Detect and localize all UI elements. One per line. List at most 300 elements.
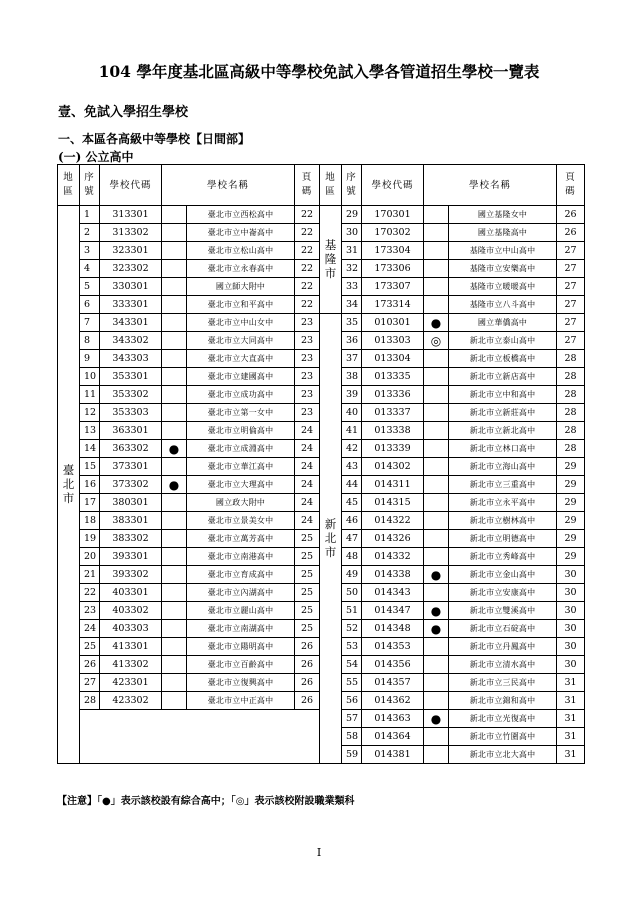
- school-name-cell: 臺北市立中正高中: [187, 692, 295, 710]
- seq-cell: 2: [80, 224, 100, 242]
- page-cell: 30: [557, 656, 585, 674]
- code-cell: 173306: [362, 260, 424, 278]
- code-cell: 014347: [362, 602, 424, 620]
- seq-cell: 48: [342, 548, 362, 566]
- mark-cell: [162, 692, 187, 710]
- page-cell: 25: [295, 620, 320, 638]
- header-seq-right: 序號: [342, 165, 362, 206]
- school-name-cell: 國立師大附中: [187, 278, 295, 296]
- seq-cell: 12: [80, 404, 100, 422]
- code-cell: 333301: [100, 296, 162, 314]
- mark-cell: ●: [424, 566, 449, 584]
- code-cell: 363301: [100, 422, 162, 440]
- page-cell: 30: [557, 566, 585, 584]
- code-cell: 343303: [100, 350, 162, 368]
- code-cell: 380301: [100, 494, 162, 512]
- code-cell: 014326: [362, 530, 424, 548]
- code-cell: 403302: [100, 602, 162, 620]
- school-name-cell: 臺北市立百齡高中: [187, 656, 295, 674]
- code-cell: 014356: [362, 656, 424, 674]
- seq-cell: 35: [342, 314, 362, 332]
- code-cell: 330301: [100, 278, 162, 296]
- school-table-body: [58, 165, 585, 764]
- mark-cell: [424, 728, 449, 746]
- page-cell: 30: [557, 638, 585, 656]
- page-cell: 31: [557, 728, 585, 746]
- page-cell: 29: [557, 548, 585, 566]
- code-cell: 403303: [100, 620, 162, 638]
- page-cell: 26: [295, 656, 320, 674]
- code-cell: 403301: [100, 584, 162, 602]
- code-cell: 313302: [100, 224, 162, 242]
- school-name-cell: 新北市立永平高中: [449, 494, 557, 512]
- code-cell: 323301: [100, 242, 162, 260]
- seq-cell: 46: [342, 512, 362, 530]
- school-name-cell: 新北市立金山高中: [449, 566, 557, 584]
- page-cell: 27: [557, 314, 585, 332]
- mark-cell: [424, 548, 449, 566]
- page-cell: 28: [557, 386, 585, 404]
- page-cell: 23: [295, 368, 320, 386]
- page-cell: 28: [557, 368, 585, 386]
- page-cell: 23: [295, 314, 320, 332]
- page-cell: 25: [295, 548, 320, 566]
- mark-cell: [162, 566, 187, 584]
- page-cell: 22: [295, 278, 320, 296]
- page-cell: 27: [557, 260, 585, 278]
- page-cell: 26: [295, 638, 320, 656]
- mark-cell: [424, 368, 449, 386]
- code-cell: 413301: [100, 638, 162, 656]
- school-name-cell: 新北市立雙溪高中: [449, 602, 557, 620]
- seq-cell: 49: [342, 566, 362, 584]
- header-seq-left: 序號: [80, 165, 100, 206]
- page-cell: 28: [557, 350, 585, 368]
- school-name-cell: 臺北市立松山高中: [187, 242, 295, 260]
- seq-cell: 57: [342, 710, 362, 728]
- page-cell: 28: [557, 404, 585, 422]
- school-name-cell: 國立政大附中: [187, 494, 295, 512]
- seq-cell: 16: [80, 476, 100, 494]
- mark-cell: [162, 386, 187, 404]
- mark-cell: [162, 620, 187, 638]
- seq-cell: 38: [342, 368, 362, 386]
- seq-cell: 55: [342, 674, 362, 692]
- page-cell: 29: [557, 476, 585, 494]
- code-cell: 170301: [362, 206, 424, 224]
- mark-cell: [162, 602, 187, 620]
- seq-cell: 54: [342, 656, 362, 674]
- school-table: [57, 164, 585, 764]
- page-cell: 24: [295, 494, 320, 512]
- school-name-cell: 新北市立樹林高中: [449, 512, 557, 530]
- mark-cell: [162, 314, 187, 332]
- code-cell: 173304: [362, 242, 424, 260]
- code-cell: 013336: [362, 386, 424, 404]
- page-cell: 31: [557, 710, 585, 728]
- seq-cell: 26: [80, 656, 100, 674]
- code-cell: 363302: [100, 440, 162, 458]
- school-name-cell: 臺北市立景美女中: [187, 512, 295, 530]
- code-cell: 013335: [362, 368, 424, 386]
- school-name-cell: 國立基隆女中: [449, 206, 557, 224]
- code-cell: 383302: [100, 530, 162, 548]
- school-name-cell: 臺北市立南港高中: [187, 548, 295, 566]
- seq-cell: 34: [342, 296, 362, 314]
- code-cell: 014362: [362, 692, 424, 710]
- section-heading: 壹、免試入學招生學校: [58, 105, 189, 120]
- school-name-cell: 新北市立新莊高中: [449, 404, 557, 422]
- seq-cell: 27: [80, 674, 100, 692]
- code-cell: 014381: [362, 746, 424, 764]
- seq-cell: 37: [342, 350, 362, 368]
- code-cell: 323302: [100, 260, 162, 278]
- school-name-cell: 新北市立新店高中: [449, 368, 557, 386]
- school-name-cell: 臺北市立建國高中: [187, 368, 295, 386]
- page-cell: 25: [295, 530, 320, 548]
- school-name-cell: 新北市立石碇高中: [449, 620, 557, 638]
- mark-cell: [162, 296, 187, 314]
- page-cell: 26: [557, 206, 585, 224]
- mark-cell: [162, 584, 187, 602]
- school-name-cell: 臺北市立麗山高中: [187, 602, 295, 620]
- mark-cell: [162, 674, 187, 692]
- mark-cell: [162, 512, 187, 530]
- seq-cell: 58: [342, 728, 362, 746]
- mark-cell: [424, 242, 449, 260]
- seq-cell: 41: [342, 422, 362, 440]
- page-cell: 27: [557, 278, 585, 296]
- school-name-cell: 臺北市立成淵高中: [187, 440, 295, 458]
- subsection-heading: 一、本區各高級中等學校【日間部】: [58, 132, 251, 146]
- seq-cell: 25: [80, 638, 100, 656]
- seq-cell: 53: [342, 638, 362, 656]
- school-name-cell: 新北市立清水高中: [449, 656, 557, 674]
- page-cell: 22: [295, 224, 320, 242]
- mark-cell: [424, 476, 449, 494]
- mark-cell: [424, 458, 449, 476]
- page-cell: 29: [557, 512, 585, 530]
- seq-cell: 33: [342, 278, 362, 296]
- code-cell: 010301: [362, 314, 424, 332]
- page-cell: 29: [557, 530, 585, 548]
- code-cell: 013304: [362, 350, 424, 368]
- code-cell: 393302: [100, 566, 162, 584]
- seq-cell: 23: [80, 602, 100, 620]
- page-cell: 29: [557, 458, 585, 476]
- school-name-cell: 基隆市立八斗高中: [449, 296, 557, 314]
- seq-cell: 42: [342, 440, 362, 458]
- note-text: 【注意】「●」表示該校設有綜合高中；「◎」表示該校附設職業類科: [57, 796, 355, 807]
- mark-cell: [424, 512, 449, 530]
- seq-cell: 59: [342, 746, 362, 764]
- school-name-cell: 基隆市立中山高中: [449, 242, 557, 260]
- table-row: [58, 314, 585, 332]
- seq-cell: 9: [80, 350, 100, 368]
- page-cell: 23: [295, 332, 320, 350]
- page-cell: 25: [295, 584, 320, 602]
- page-cell: 28: [557, 440, 585, 458]
- seq-cell: 1: [80, 206, 100, 224]
- school-name-cell: 臺北市立中山女中: [187, 314, 295, 332]
- code-cell: 014357: [362, 674, 424, 692]
- seq-cell: 11: [80, 386, 100, 404]
- mark-cell: [424, 260, 449, 278]
- code-cell: 423302: [100, 692, 162, 710]
- school-name-cell: 基隆市立暖暖高中: [449, 278, 557, 296]
- mark-cell: [424, 638, 449, 656]
- mark-cell: [424, 206, 449, 224]
- seq-cell: 5: [80, 278, 100, 296]
- school-name-cell: 新北市立丹鳳高中: [449, 638, 557, 656]
- school-name-cell: 臺北市立萬芳高中: [187, 530, 295, 548]
- seq-cell: 8: [80, 332, 100, 350]
- header-page-right: 頁碼: [557, 165, 585, 206]
- code-cell: 170302: [362, 224, 424, 242]
- school-name-cell: 臺北市立南湖高中: [187, 620, 295, 638]
- mark-cell: [162, 332, 187, 350]
- seq-cell: 44: [342, 476, 362, 494]
- code-cell: 014363: [362, 710, 424, 728]
- school-name-cell: 臺北市立華江高中: [187, 458, 295, 476]
- page-cell: 24: [295, 476, 320, 494]
- school-name-cell: 臺北市立永春高中: [187, 260, 295, 278]
- page-number: I: [316, 846, 322, 859]
- code-cell: 383301: [100, 512, 162, 530]
- school-name-cell: 臺北市立內湖高中: [187, 584, 295, 602]
- seq-cell: 39: [342, 386, 362, 404]
- seq-cell: 40: [342, 404, 362, 422]
- school-name-cell: 新北市立秀峰高中: [449, 548, 557, 566]
- page-cell: 22: [295, 296, 320, 314]
- seq-cell: 51: [342, 602, 362, 620]
- mark-cell: [424, 656, 449, 674]
- code-cell: 353303: [100, 404, 162, 422]
- school-name-cell: 新北市立林口高中: [449, 440, 557, 458]
- mark-cell: [162, 350, 187, 368]
- region-cell-left: 臺北市: [58, 206, 80, 764]
- empty-cell: [80, 710, 320, 764]
- mark-cell: ●: [162, 440, 187, 458]
- mark-cell: [424, 224, 449, 242]
- mark-cell: [162, 404, 187, 422]
- region-cell-right: 基隆市: [320, 206, 342, 314]
- mark-cell: ●: [424, 602, 449, 620]
- school-name-cell: 新北市立新北高中: [449, 422, 557, 440]
- mark-cell: [162, 530, 187, 548]
- mark-cell: [162, 206, 187, 224]
- school-name-cell: 臺北市立大理高中: [187, 476, 295, 494]
- school-name-cell: 臺北市立成功高中: [187, 386, 295, 404]
- school-name-cell: 臺北市立育成高中: [187, 566, 295, 584]
- code-cell: 343302: [100, 332, 162, 350]
- code-cell: 014364: [362, 728, 424, 746]
- code-cell: 423301: [100, 674, 162, 692]
- page-cell: 24: [295, 422, 320, 440]
- page-cell: 22: [295, 242, 320, 260]
- header-page-left: 頁碼: [295, 165, 320, 206]
- page-cell: 31: [557, 692, 585, 710]
- page-cell: 27: [557, 296, 585, 314]
- code-cell: 173307: [362, 278, 424, 296]
- school-name-cell: 臺北市立西松高中: [187, 206, 295, 224]
- school-name-cell: 臺北市立第一女中: [187, 404, 295, 422]
- school-name-cell: 新北市立板橋高中: [449, 350, 557, 368]
- code-cell: 413302: [100, 656, 162, 674]
- mark-cell: ●: [424, 314, 449, 332]
- page-cell: 26: [557, 224, 585, 242]
- mark-cell: [424, 404, 449, 422]
- seq-cell: 13: [80, 422, 100, 440]
- seq-cell: 30: [342, 224, 362, 242]
- mark-cell: [162, 368, 187, 386]
- mark-cell: [162, 638, 187, 656]
- mark-cell: ◎: [424, 332, 449, 350]
- code-cell: 014302: [362, 458, 424, 476]
- school-name-cell: 新北市立錦和高中: [449, 692, 557, 710]
- school-name-cell: 新北市立泰山高中: [449, 332, 557, 350]
- mark-cell: [162, 260, 187, 278]
- seq-cell: 43: [342, 458, 362, 476]
- school-name-cell: 國立華僑高中: [449, 314, 557, 332]
- seq-cell: 21: [80, 566, 100, 584]
- page-cell: 30: [557, 620, 585, 638]
- school-name-cell: 新北市立中和高中: [449, 386, 557, 404]
- mark-cell: ●: [424, 620, 449, 638]
- code-cell: 343301: [100, 314, 162, 332]
- page-cell: 23: [295, 386, 320, 404]
- seq-cell: 28: [80, 692, 100, 710]
- page-cell: 28: [557, 422, 585, 440]
- region-cell-right: 新北市: [320, 314, 342, 764]
- school-name-cell: 臺北市立陽明高中: [187, 638, 295, 656]
- seq-cell: 19: [80, 530, 100, 548]
- mark-cell: [162, 224, 187, 242]
- page-cell: 31: [557, 746, 585, 764]
- page-cell: 26: [295, 674, 320, 692]
- mark-cell: [424, 584, 449, 602]
- mark-cell: [424, 494, 449, 512]
- code-cell: 013339: [362, 440, 424, 458]
- mark-cell: [162, 422, 187, 440]
- mark-cell: [424, 674, 449, 692]
- school-name-cell: 臺北市立大直高中: [187, 350, 295, 368]
- mark-cell: [162, 242, 187, 260]
- table-row: [58, 206, 585, 224]
- table-header-row: [58, 165, 585, 206]
- code-cell: 013303: [362, 332, 424, 350]
- mark-cell: [162, 458, 187, 476]
- page-cell: 23: [295, 404, 320, 422]
- page-cell: 27: [557, 242, 585, 260]
- mark-cell: [424, 440, 449, 458]
- seq-cell: 7: [80, 314, 100, 332]
- seq-cell: 15: [80, 458, 100, 476]
- mark-cell: ●: [162, 476, 187, 494]
- mark-cell: [424, 386, 449, 404]
- seq-cell: 24: [80, 620, 100, 638]
- page-cell: 25: [295, 566, 320, 584]
- header-code-left: 學校代碼: [100, 165, 162, 206]
- seq-cell: 4: [80, 260, 100, 278]
- seq-cell: 10: [80, 368, 100, 386]
- code-cell: 373301: [100, 458, 162, 476]
- seq-cell: 3: [80, 242, 100, 260]
- code-cell: 013338: [362, 422, 424, 440]
- seq-cell: 56: [342, 692, 362, 710]
- seq-cell: 50: [342, 584, 362, 602]
- mark-cell: [424, 692, 449, 710]
- page-cell: 24: [295, 512, 320, 530]
- school-name-cell: 臺北市立中崙高中: [187, 224, 295, 242]
- mark-cell: [424, 350, 449, 368]
- school-name-cell: 新北市立三重高中: [449, 476, 557, 494]
- code-cell: 014315: [362, 494, 424, 512]
- school-name-cell: 新北市立竹圍高中: [449, 728, 557, 746]
- mark-cell: [424, 296, 449, 314]
- code-cell: 014311: [362, 476, 424, 494]
- code-cell: 353302: [100, 386, 162, 404]
- seq-cell: 6: [80, 296, 100, 314]
- seq-cell: 18: [80, 512, 100, 530]
- school-name-cell: 新北市立光復高中: [449, 710, 557, 728]
- header-region-left: 地區: [58, 165, 80, 206]
- page-cell: 29: [557, 494, 585, 512]
- code-cell: 014348: [362, 620, 424, 638]
- mark-cell: [424, 746, 449, 764]
- header-name-right: 學校名稱: [424, 165, 557, 206]
- page-cell: 25: [295, 602, 320, 620]
- seq-cell: 47: [342, 530, 362, 548]
- document-title: 104 學年度基北區高級中等學校免試入學各管道招生學校一覽表: [98, 62, 540, 81]
- mark-cell: [424, 278, 449, 296]
- seq-cell: 20: [80, 548, 100, 566]
- seq-cell: 52: [342, 620, 362, 638]
- school-name-cell: 臺北市立明倫高中: [187, 422, 295, 440]
- header-region-right: 地區: [320, 165, 342, 206]
- code-cell: 014332: [362, 548, 424, 566]
- school-name-cell: 新北市立北大高中: [449, 746, 557, 764]
- seq-cell: 36: [342, 332, 362, 350]
- page-cell: 24: [295, 458, 320, 476]
- page-cell: 24: [295, 440, 320, 458]
- mark-cell: [162, 494, 187, 512]
- seq-cell: 45: [342, 494, 362, 512]
- seq-cell: 31: [342, 242, 362, 260]
- seq-cell: 32: [342, 260, 362, 278]
- page-cell: 22: [295, 260, 320, 278]
- school-name-cell: 新北市立三民高中: [449, 674, 557, 692]
- code-cell: 014343: [362, 584, 424, 602]
- school-name-cell: 臺北市立和平高中: [187, 296, 295, 314]
- page-cell: 22: [295, 206, 320, 224]
- header-name-left: 學校名稱: [162, 165, 295, 206]
- page-cell: 27: [557, 332, 585, 350]
- page-cell: 31: [557, 674, 585, 692]
- seq-cell: 22: [80, 584, 100, 602]
- code-cell: 014338: [362, 566, 424, 584]
- mark-cell: [424, 530, 449, 548]
- code-cell: 373302: [100, 476, 162, 494]
- mark-cell: [162, 278, 187, 296]
- code-cell: 353301: [100, 368, 162, 386]
- school-name-cell: 臺北市立復興高中: [187, 674, 295, 692]
- page-cell: 30: [557, 584, 585, 602]
- mark-cell: [162, 656, 187, 674]
- code-cell: 313301: [100, 206, 162, 224]
- seq-cell: 29: [342, 206, 362, 224]
- header-code-right: 學校代碼: [362, 165, 424, 206]
